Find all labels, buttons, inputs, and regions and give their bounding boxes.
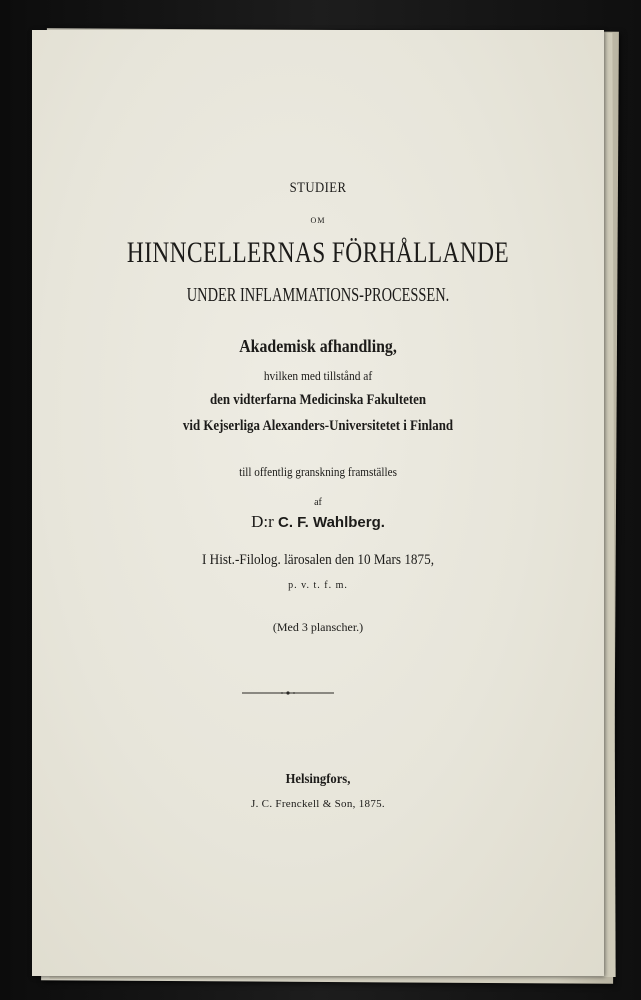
plates-line: (Med 3 planscher.) [272, 620, 364, 634]
place-line: Helsingfors, [285, 772, 351, 787]
author-line [32, 512, 604, 532]
ornament-rule [242, 691, 334, 695]
author-prefix: D:r [251, 512, 274, 531]
fakulteten-line: den vidterfarna Medicinska Fakulteten [209, 392, 427, 408]
pvtfm-line: p. v. t. f. m. [288, 580, 348, 591]
author-name: C. F. Wahlberg. [277, 514, 385, 531]
hvilken-line: hvilken med tillstånd af [263, 368, 373, 383]
lecture-line: I Hist.-Filolog. lärosalen den 10 Mars 1875, [201, 552, 435, 568]
granskning-line: till offentlig granskning framställes [239, 464, 397, 479]
akademisk-line: Akademisk afhandling, [239, 336, 397, 356]
sub-title: UNDER INFLAMMATIONS-PROCESSEN. [186, 284, 450, 306]
universitet-line: vid Kejserliga Alexanders-Universitetet i Finland [182, 418, 454, 434]
main-title: HINNCELLERNAS FÖRHÅLLANDE [126, 236, 510, 269]
publisher-line: J. C. Frenckell & Son, 1875. [251, 798, 385, 810]
af-line: af [314, 497, 322, 508]
heading-om: OM [310, 216, 326, 225]
title-page [32, 30, 604, 976]
heading-studier: STUDIER [289, 180, 347, 196]
